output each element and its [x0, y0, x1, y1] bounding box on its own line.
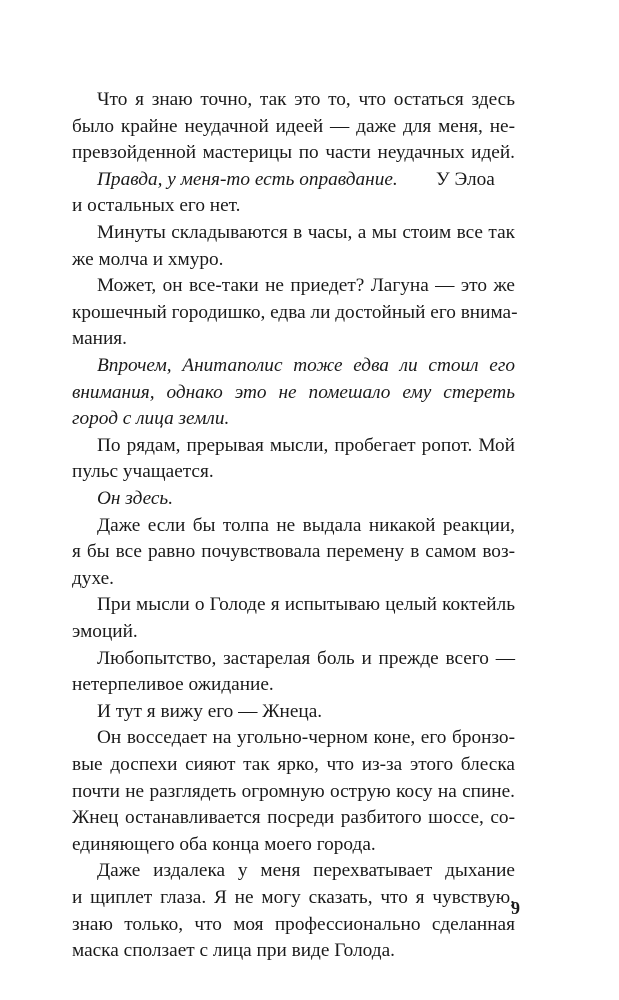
page-number: 9: [511, 898, 520, 918]
text-line: превзойденной мастерицы по части неудачных идей.: [72, 142, 515, 163]
text-line: Минуты складываются в часы, а мы стоим все так: [97, 222, 515, 243]
italic-text-line: Правда, у меня-то есть оправдание.: [97, 169, 398, 190]
text-line: Жнец останавливается посреди разбитого шоссе, со-: [72, 807, 515, 828]
text-line: почти не разглядеть огромную острую косу на спине.: [72, 781, 515, 802]
text-line: и щиплет глаза. Я не могу сказать, что я чувствую,: [72, 887, 515, 908]
text-line: Любопытство, застарелая боль и прежде всего —: [97, 648, 515, 669]
text-line: пульс учащается.: [72, 461, 214, 482]
text-line: я бы все равно почувствовала перемену в самом воз-: [72, 541, 515, 562]
italic-text-line: внимания, однако это не помешало ему стереть: [72, 382, 515, 403]
text-line: единяющего оба конца моего города.: [72, 834, 376, 855]
text-line: Даже издалека у меня перехватывает дыхание: [97, 860, 515, 881]
text-line: вые доспехи сияют так ярко, что из-за этого блеска: [72, 754, 515, 775]
italic-text-line: Он здесь.: [97, 488, 174, 509]
text-line: эмоций.: [72, 621, 138, 642]
text-line: маска сползает с лица при виде Голода.: [72, 940, 395, 961]
text-line: знаю только, что моя профессионально сделанная: [72, 914, 515, 935]
text-line: мания.: [72, 328, 127, 349]
text-line: же молча и хмуро.: [72, 249, 224, 270]
text-line: При мысли о Голоде я испытываю целый коктейль: [97, 594, 515, 615]
text-line: Может, он все-таки не приедет? Лагуна — это же: [97, 275, 515, 296]
text-line: У Элоа: [436, 169, 495, 190]
text-line: Он восседает на угольно-черном коне, его бронзо-: [97, 727, 515, 748]
text-line: И тут я вижу его — Жнеца.: [97, 701, 323, 722]
text-line: и остальных его нет.: [72, 195, 241, 216]
italic-text-line: Впрочем, Анитаполис тоже едва ли стоил его: [97, 355, 515, 376]
italic-text-line: город с лица земли.: [72, 408, 230, 429]
text-line: было крайне неудачной идеей — даже для меня, не-: [72, 116, 515, 137]
text-line: Что я знаю точно, так это то, что остаться здесь: [97, 89, 515, 110]
text-line: Даже если бы толпа не выдала никакой реакции,: [97, 515, 515, 536]
text-line: По рядам, прерывая мысли, пробегает ропот. Мой: [97, 435, 515, 456]
text-line: нетерпеливое ожидание.: [72, 674, 274, 695]
text-line: крошечный городишко, едва ли достойный его внима-: [72, 302, 518, 323]
text-line: духе.: [72, 568, 114, 589]
